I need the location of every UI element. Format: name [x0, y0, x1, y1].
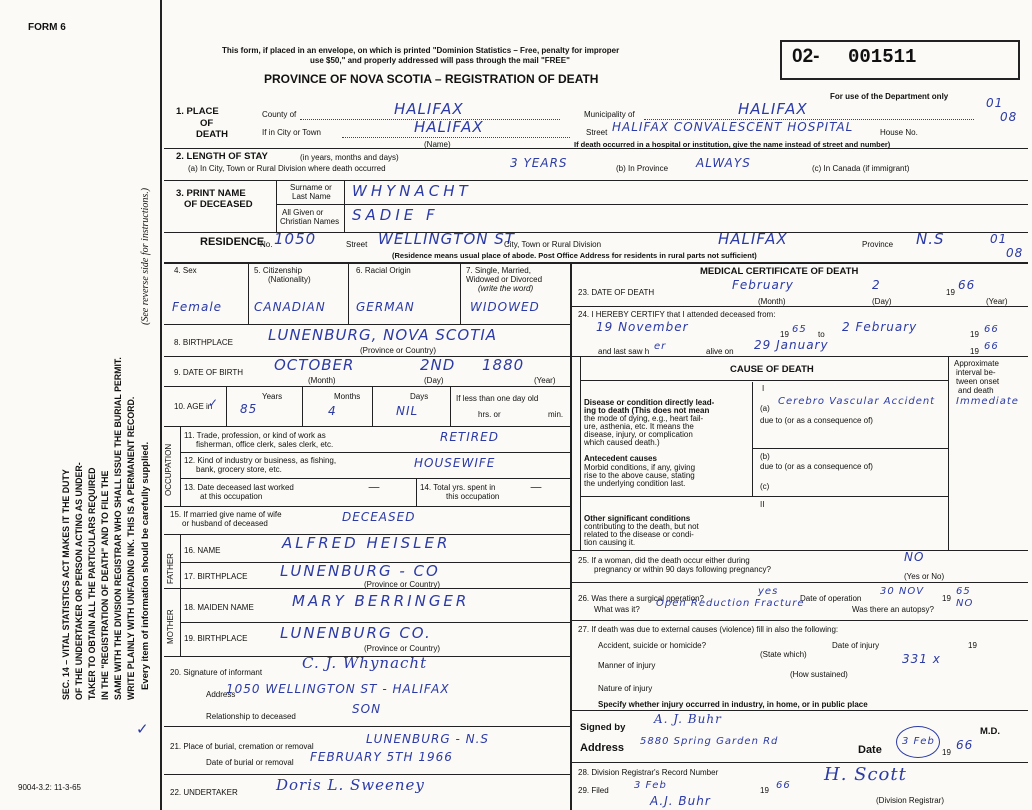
reg-prefix: 02- [792, 46, 820, 67]
label-father-birth: 17. BIRTHPLACE [184, 572, 248, 581]
label-manner: Manner of injury [598, 661, 656, 670]
value-mother-maiden: MARY BERRINGER [292, 592, 470, 610]
label-yes-no: (Yes or No) [904, 572, 945, 581]
label-death-year: (Year) [986, 297, 1008, 306]
label-year-19-b: 19 [780, 330, 789, 339]
value-racial: GERMAN [356, 300, 415, 314]
value-industry: HOUSEWIFE [414, 456, 496, 470]
label-place: 1. PLACE [176, 106, 219, 117]
occupation-label: OCCUPATION [164, 443, 173, 496]
label-municipality: Municipality of [584, 110, 635, 119]
label-county: County of [262, 110, 297, 119]
hospital-note: If death occurred in a hospital or institution, give the name instead of street and number) [574, 140, 891, 149]
value-code-331: 331 x [902, 652, 941, 666]
dept-code-2: 08 [1000, 110, 1018, 124]
label-state-which: (State which) [760, 650, 807, 659]
label-death-day: (Day) [872, 297, 892, 306]
label-year-19-f: 19 [968, 641, 977, 650]
direct-4: ure, asthenia, etc. It means the [584, 422, 694, 431]
label-surname: Surname or [290, 183, 332, 192]
value-death-year: 66 [958, 278, 976, 292]
label-in-city: (a) In City, Town or Rural Division where death occurred [188, 164, 386, 173]
value-dob-year: 1880 [482, 356, 525, 374]
value-father-name: ALFRED HEISLER [282, 534, 451, 552]
label-date-2: Date [858, 744, 882, 756]
label-less-day: If less than one day old [456, 394, 539, 403]
label-name: (Name) [424, 140, 451, 149]
label-nature: Nature of injury [598, 684, 653, 693]
father-label: FATHER [166, 553, 175, 584]
antecedent-4: the underlying condition last. [584, 479, 686, 488]
value-age-years: 85 [240, 402, 258, 416]
label-months: Months [334, 392, 361, 401]
label-father-name: 16. NAME [184, 546, 221, 555]
label-to: to [818, 330, 825, 339]
value-res-prov: N.S [916, 230, 945, 248]
label-dob: 9. DATE OF BIRTH [174, 368, 244, 377]
direct-3: the mode of dying, e.g., heart fail- [584, 414, 704, 423]
other-2: contributing to the death, but not [584, 522, 699, 531]
label-autopsy: Was there an autopsy? [852, 605, 934, 614]
label-where: Specify whether injury occurred in industry, in home, or in public place [598, 700, 868, 709]
side-line-3: TAKER TO OBTAIN ALL THE PARTICULARS REQUIRED [87, 467, 97, 700]
label-marital-2: Widowed or Divorced [466, 275, 543, 284]
side-reverse-note: (See reverse side for instructions.) [140, 187, 151, 325]
label-racial: 6. Racial Origin [356, 266, 411, 275]
value-relationship: SON [352, 702, 382, 716]
value-burial-place: LUNENBURG - N.S [366, 732, 490, 746]
label-spouse: 15. If married give name of wife [170, 510, 282, 519]
label-christian: Christian Names [280, 217, 340, 226]
label-birthplace: 8. BIRTHPLACE [174, 338, 233, 347]
label-death: DEATH [196, 129, 229, 140]
label-street: Street [586, 128, 608, 137]
reg-number: 001511 [848, 46, 917, 68]
label-in-province: (b) In Province [616, 164, 669, 173]
value-sex: Female [172, 300, 223, 314]
label-no: No. [260, 240, 273, 249]
value-pregnancy: NO [904, 550, 925, 564]
value-interval-a: Immediate [956, 396, 1019, 407]
label-if-city: If in City or Town [262, 128, 321, 137]
label-print-name: 3. PRINT NAME [176, 188, 246, 199]
value-cause-a: Cerebro Vascular Accident [778, 396, 936, 407]
label-how: (How sustained) [790, 670, 848, 679]
label-preg-1: 25. If a woman, did the death occur either during [578, 556, 750, 565]
label-nationality: (Nationality) [268, 275, 311, 284]
value-stay-city: 3 YEARS [510, 156, 568, 170]
label-sex: 4. Sex [174, 266, 197, 275]
value-father-birth: LUNENBURG - CO [280, 562, 440, 580]
side-instructions [60, 357, 138, 700]
label-signed: Signed by [580, 722, 626, 733]
antecedent-1: Antecedent causes [584, 454, 657, 463]
label-preg-2: pregnancy or within 90 days following pregnancy? [594, 565, 771, 574]
value-citizenship: CANADIAN [254, 300, 326, 314]
label-date-death: 23. DATE OF DEATH [578, 288, 655, 297]
value-attended-to-year: 66 [984, 324, 999, 335]
value-surgery: yes [758, 586, 779, 597]
label-relationship: Relationship to deceased [206, 712, 296, 721]
label-province: Province [862, 240, 894, 249]
label-years: Years [262, 392, 283, 401]
value-res-street: WELLINGTON ST [378, 230, 515, 248]
label-hrs: hrs. or [478, 410, 501, 419]
value-attended-to: 2 February [842, 320, 918, 334]
label-days: Days [410, 392, 429, 401]
direct-1: Disease or condition directly lead- [584, 398, 715, 407]
medical-cert-title: MEDICAL CERTIFICATE OF DEATH [700, 266, 859, 277]
dept-code-1: 01 [986, 96, 1004, 110]
label-md: M.D. [980, 726, 1001, 737]
label-length-stay: 2. LENGTH OF STAY [176, 151, 268, 162]
label-c: (c) [760, 482, 770, 491]
label-industry-2: bank, grocery store, etc. [196, 465, 282, 474]
label-citizenship: 5. Citizenship [254, 266, 303, 275]
value-dob-month: OCTOBER [274, 356, 355, 374]
label-year-19-h: 19 [760, 786, 769, 795]
label-res-city: City, Town or Rural Division [504, 240, 602, 249]
other-3: related to the disease or condi- [584, 530, 694, 539]
label-year-19-g: 19 [942, 748, 951, 757]
label-a: (a) [760, 404, 770, 413]
direct-6: which caused death.) [584, 438, 660, 447]
label-address: Address [206, 690, 236, 699]
value-cert-date: 3 Feb [902, 736, 935, 747]
value-registrar-sig: H. Scott [824, 764, 907, 785]
form-number: FORM 6 [28, 22, 66, 33]
value-city: HALIFAX [414, 118, 484, 136]
label-of: OF [200, 118, 214, 129]
value-undertaker-sig: Doris L. Sweeney [276, 776, 425, 794]
label-day: (Day) [424, 376, 444, 385]
label-given: All Given or [282, 208, 324, 217]
value-filed-date: 3 Feb [634, 780, 667, 791]
label-spouse-2: or husband of deceased [182, 519, 268, 528]
label-age: 10. AGE in [174, 402, 213, 411]
value-mother-birth: LUNENBURG CO. [280, 624, 432, 642]
label-last-worked: 13. Date deceased last worked [184, 483, 294, 492]
label-surg-what: What was it? [594, 605, 640, 614]
margin-check-1: ✓ [136, 720, 150, 738]
value-stay-province: ALWAYS [696, 156, 751, 170]
label-prov-country-8: (Province or Country) [360, 346, 437, 355]
value-dob-day: 2ND [420, 356, 456, 374]
label-marital-3: (write the word) [478, 284, 534, 293]
value-surname: WHYNACHT [352, 182, 472, 200]
value-municipality: HALIFAX [738, 100, 808, 118]
label-res-street: Street [346, 240, 368, 249]
label-surg: 26. Was there a surgical operation? [578, 594, 704, 603]
label-approx-2: interval be- [956, 368, 996, 377]
other-1: Other significant conditions [584, 514, 691, 523]
label-due-to-1: due to (or as a consequence of) [760, 416, 873, 425]
direct-2: ing to death (This does not mean [584, 406, 710, 415]
label-due-to-2: due to (or as a consequence of) [760, 462, 873, 471]
label-year-19-d: 19 [970, 347, 979, 356]
value-last-worked: — [368, 480, 381, 494]
value-attended-year: 65 [792, 324, 807, 335]
label-alive-on: alive on [706, 347, 734, 356]
value-doctor-address: 5880 Spring Garden Rd [640, 736, 779, 747]
label-b: (b) [760, 452, 770, 461]
label-house-no: House No. [880, 128, 918, 137]
value-filed-year: 66 [776, 780, 791, 791]
value-autopsy: NO [956, 598, 974, 609]
label-year-19-a: 19 [946, 288, 955, 297]
label-certify: 24. I HEREBY CERTIFY that I attended deceased from: [578, 310, 776, 319]
value-birthplace: LUNENBURG, NOVA SCOTIA [268, 326, 498, 344]
label-surg-date: Date of operation [800, 594, 862, 603]
value-total-yrs: — [530, 480, 543, 494]
value-res-city: HALIFAX [718, 230, 788, 248]
side-line-5: SAME WITH THE DIVISION REGISTRAR WHO SHALL ISSUE THE BURIAL PERMIT. [113, 357, 123, 700]
label-last-name: Last Name [292, 192, 331, 201]
label-approx-3: tween onset [956, 377, 1000, 386]
antecedent-3: rise to the above cause, stating [584, 471, 695, 480]
form-title: PROVINCE OF NOVA SCOTIA – REGISTRATION OF DEATH [264, 72, 599, 86]
form-code: 9004-3.2: 11-3-65 [18, 783, 82, 792]
value-marital: WIDOWED [470, 300, 540, 314]
value-informant-sig: C. J. Whynacht [302, 654, 428, 672]
label-approx-1: Approximate [954, 359, 999, 368]
residence-note: (Residence means usual place of abode. Post Office Address for residents in rural parts not sufficient) [392, 251, 757, 260]
value-last-saw-date: 29 January [754, 338, 829, 352]
label-month: (Month) [308, 376, 336, 385]
label-approx-4: and death [958, 386, 994, 395]
label-death-month: (Month) [758, 297, 786, 306]
label-year-19-e: 19 [942, 594, 951, 603]
value-burial-date: FEBRUARY 5TH 1966 [310, 750, 453, 764]
label-year-19-c: 19 [970, 330, 979, 339]
label-address-2: Address [580, 742, 625, 754]
side-line-4: IN THE "REGISTRATION OF DEATH" AND TO FILE THE [100, 470, 110, 700]
label-marital-1: 7. Single, Married, [466, 266, 531, 275]
other-4: tion causing it. [584, 538, 636, 547]
value-cert-year: 66 [956, 738, 974, 752]
label-industry: 12. Kind of industry or business, as fishing, [184, 456, 337, 465]
label-mother-maiden: 18. MAIDEN NAME [184, 603, 254, 612]
label-date-injury: Date of injury [832, 641, 880, 650]
value-attended-from: 19 November [596, 320, 689, 334]
dept-code-3: 01 [990, 232, 1008, 246]
value-surg-what: Open Reduction Fracture [656, 598, 805, 609]
label-div-reg: (Division Registrar) [876, 796, 945, 805]
value-given: SADIE F [352, 206, 439, 224]
label-burial-place: 21. Place of burial, cremation or removal [170, 742, 314, 751]
antecedent-2: Morbid conditions, if any, giving [584, 463, 696, 472]
value-trade: RETIRED [440, 430, 499, 444]
label-last-worked-2: at this occupation [200, 492, 263, 501]
side-line-1: SEC. 14 – VITAL STATISTICS ACT MAKES IT THE DUTY [61, 469, 71, 700]
label-year: (Year) [534, 376, 556, 385]
value-informant-addr: 1050 WELLINGTON ST - HALIFAX [226, 682, 450, 696]
label-trade-2: fisherman, office clerk, sales clerk, etc. [196, 440, 334, 449]
value-last-saw-year: 66 [984, 341, 999, 352]
value-age-months: 4 [328, 404, 337, 418]
label-prov-country-19: (Province or Country) [364, 644, 441, 653]
label-prov-country-17: (Province or Country) [364, 580, 441, 589]
roman-2: II [760, 500, 765, 509]
value-signed-by: A. J. Buhr [654, 712, 722, 726]
side-line-6: WRITE PLAINLY WITH UNFADING INK. THIS IS A PERMANENT RECORD. [126, 396, 136, 700]
cause-title: CAUSE OF DEATH [730, 364, 814, 375]
dept-code-4: 08 [1006, 246, 1024, 260]
label-informant: 20. Signature of informant [170, 668, 263, 677]
label-mother-birth: 19. BIRTHPLACE [184, 634, 248, 643]
value-last-saw-her: er [654, 341, 667, 352]
label-accident: Accident, suicide or homicide? [598, 641, 707, 650]
label-total-yrs: 14. Total yrs. spent in [420, 483, 496, 492]
label-burial-date: Date of burial or removal [206, 758, 294, 767]
label-filed: 29. Filed [578, 786, 609, 795]
label-length-stay-sub: (in years, months and days) [300, 153, 399, 162]
value-age-days: NIL [396, 404, 419, 418]
age-tick: ✓ [208, 396, 220, 410]
label-undertaker: 22. UNDERTAKER [170, 788, 238, 797]
value-bottom-sig: A.J. Buhr [650, 794, 711, 808]
label-total-yrs-2: this occupation [446, 492, 500, 501]
direct-5: disease, injury, or complication [584, 430, 693, 439]
side-note: Every item of information should be carefully supplied. [140, 441, 151, 690]
notice-line-2: use $50," and properly addressed will pass through the mail "FREE" [310, 56, 570, 65]
value-street: HALIFAX CONVALESCENT HOSPITAL [612, 120, 854, 134]
label-in-canada: (c) In Canada (if immigrant) [812, 164, 910, 173]
label-min: min. [548, 410, 564, 419]
value-surg-year: 65 [956, 586, 971, 597]
value-death-day: 2 [872, 278, 881, 292]
notice-line-1: This form, if placed in an envelope, on which is printed "Dominion Statistics – Free, penalty for improper [222, 46, 620, 55]
dept-use: For use of the Department only [830, 92, 949, 101]
value-death-month: February [732, 278, 794, 292]
mother-label: MOTHER [166, 609, 175, 644]
label-ext: 27. If death was due to external causes (violence) fill in also the following: [578, 625, 839, 634]
roman-1: I [762, 384, 765, 393]
value-spouse: DECEASED [342, 510, 416, 524]
value-res-no: 1050 [274, 230, 317, 248]
label-trade: 11. Trade, profession, or kind of work as [184, 431, 326, 440]
side-line-2: OF THE UNDERTAKER OR PERSON ACTING AS UNDER- [74, 462, 84, 700]
label-div-rec: 28. Division Registrar's Record Number [578, 768, 719, 777]
value-county: HALIFAX [394, 100, 464, 118]
label-of-deceased: OF DECEASED [184, 199, 253, 210]
value-surg-date: 30 NOV [880, 586, 925, 597]
label-residence: RESIDENCE [200, 236, 265, 248]
label-last-saw: and last saw h [598, 347, 650, 356]
